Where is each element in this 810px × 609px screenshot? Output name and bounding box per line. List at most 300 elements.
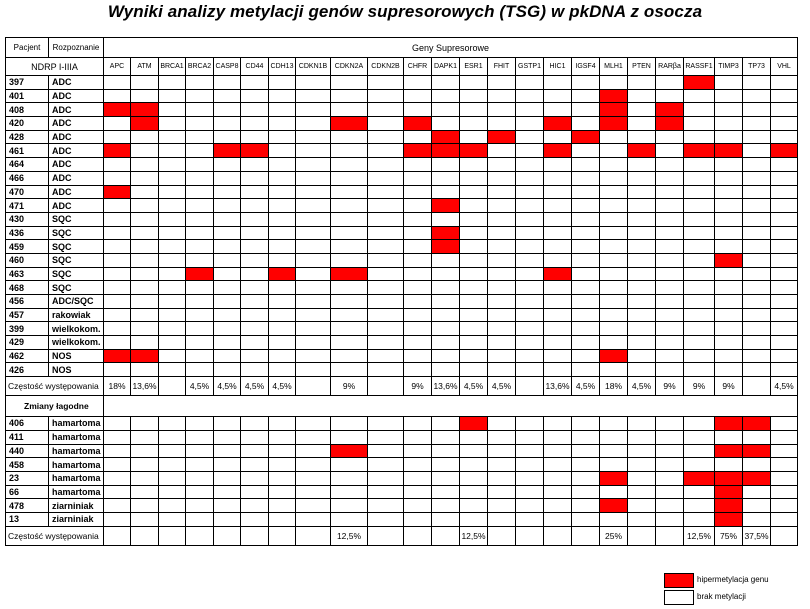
unmethylated-cell-pten [628,171,656,185]
unmethylated-cell-apc [104,458,131,472]
unmethylated-cell-chfr [404,253,432,267]
unmethylated-cell-rassf1 [684,417,715,431]
methylated-cell-dapk1 [432,199,460,213]
unmethylated-cell-mlh1 [600,336,628,350]
unmethylated-cell-chfr [404,76,432,90]
unmethylated-cell-chfr [404,89,432,103]
unmethylated-cell-gstp1 [516,253,544,267]
methylated-cell-rar-a [656,117,684,131]
unmethylated-cell-cdkn2a [331,349,368,363]
unmethylated-cell-gstp1 [516,89,544,103]
unmethylated-cell-gstp1 [516,226,544,240]
unmethylated-cell-cdkn2b [368,349,404,363]
unmethylated-cell-rassf1 [684,322,715,336]
patient-id: 397 [6,76,49,90]
methylated-cell-apc [104,349,131,363]
unmethylated-cell-dapk1 [432,308,460,322]
unmethylated-cell-cdh13 [269,185,296,199]
unmethylated-cell-fhit [488,281,516,295]
unmethylated-cell-atm [131,76,159,90]
unmethylated-cell-cdkn2b [368,240,404,254]
unmethylated-cell-atm [131,308,159,322]
table-row [6,444,798,458]
unmethylated-cell-pten [628,485,656,499]
methylated-cell-rassf1 [684,144,715,158]
unmethylated-cell-pten [628,295,656,309]
unmethylated-cell-atm [131,417,159,431]
frequency-cdh13 [269,526,296,545]
unmethylated-cell-chfr [404,444,432,458]
unmethylated-cell-cdkn1b [296,144,331,158]
unmethylated-cell-rar-a [656,471,684,485]
unmethylated-cell-brca1 [159,349,186,363]
unmethylated-cell-fhit [488,336,516,350]
unmethylated-cell-cdkn2b [368,226,404,240]
unmethylated-cell-mlh1 [600,240,628,254]
unmethylated-cell-casp8 [214,226,241,240]
unmethylated-cell-mlh1 [600,144,628,158]
unmethylated-cell-casp8 [214,512,241,526]
unmethylated-cell-casp8 [214,89,241,103]
unmethylated-cell-chfr [404,485,432,499]
unmethylated-cell-cdkn2b [368,212,404,226]
table-row [6,130,798,144]
unmethylated-cell-vhl [771,130,798,144]
unmethylated-cell-cdh13 [269,281,296,295]
patient-id: 13 [6,512,49,526]
unmethylated-cell-timp3 [715,240,743,254]
unmethylated-cell-tp73 [743,295,771,309]
unmethylated-cell-vhl [771,322,798,336]
methylated-cell-mlh1 [600,117,628,131]
unmethylated-cell-cdkn2b [368,417,404,431]
unmethylated-cell-cdkn2a [331,226,368,240]
unmethylated-cell-timp3 [715,89,743,103]
patient-id: 408 [6,103,49,117]
unmethylated-cell-brca1 [159,458,186,472]
unmethylated-cell-cdkn2a [331,144,368,158]
unmethylated-cell-mlh1 [600,253,628,267]
unmethylated-cell-dapk1 [432,267,460,281]
unmethylated-cell-igsf4 [572,499,600,513]
unmethylated-cell-rar-a [656,281,684,295]
unmethylated-cell-vhl [771,417,798,431]
unmethylated-cell-brca2 [186,89,214,103]
unmethylated-cell-brca2 [186,322,214,336]
methylated-cell-rar-a [656,103,684,117]
unmethylated-cell-cdh13 [269,308,296,322]
unmethylated-cell-dapk1 [432,349,460,363]
unmethylated-cell-chfr [404,471,432,485]
patient-id: 399 [6,322,49,336]
unmethylated-cell-tp73 [743,349,771,363]
unmethylated-cell-gstp1 [516,458,544,472]
unmethylated-cell-apc [104,295,131,309]
unmethylated-cell-rar-a [656,212,684,226]
legend-swatch-methylated [664,573,694,588]
unmethylated-cell-fhit [488,444,516,458]
unmethylated-cell-cd44 [241,103,269,117]
unmethylated-cell-cd44 [241,281,269,295]
unmethylated-cell-brca1 [159,281,186,295]
unmethylated-cell-brca1 [159,267,186,281]
unmethylated-cell-rassf1 [684,363,715,377]
table-row [6,499,798,513]
unmethylated-cell-timp3 [715,130,743,144]
unmethylated-cell-cdkn1b [296,471,331,485]
methylated-cell-hic1 [544,144,572,158]
frequency-cdh13: 4,5% [269,377,296,396]
unmethylated-cell-gstp1 [516,308,544,322]
unmethylated-cell-cdkn1b [296,458,331,472]
unmethylated-cell-pten [628,158,656,172]
unmethylated-cell-cdkn1b [296,158,331,172]
unmethylated-cell-cdkn2b [368,336,404,350]
unmethylated-cell-tp73 [743,485,771,499]
unmethylated-cell-fhit [488,144,516,158]
unmethylated-cell-brca1 [159,253,186,267]
unmethylated-cell-apc [104,199,131,213]
unmethylated-cell-rassf1 [684,336,715,350]
unmethylated-cell-mlh1 [600,130,628,144]
unmethylated-cell-dapk1 [432,212,460,226]
table-row [6,363,798,377]
methylated-cell-chfr [404,117,432,131]
unmethylated-cell-apc [104,212,131,226]
unmethylated-cell-cdkn2a [331,471,368,485]
unmethylated-cell-vhl [771,267,798,281]
unmethylated-cell-cdkn2a [331,76,368,90]
gene-header-dapk1: DAPK1 [432,58,460,76]
unmethylated-cell-cdkn2a [331,458,368,472]
unmethylated-cell-dapk1 [432,499,460,513]
unmethylated-cell-brca1 [159,471,186,485]
unmethylated-cell-cdkn1b [296,103,331,117]
unmethylated-cell-brca2 [186,349,214,363]
unmethylated-cell-pten [628,444,656,458]
table-row [6,336,798,350]
unmethylated-cell-pten [628,281,656,295]
table-row [6,117,798,131]
unmethylated-cell-esr1 [460,130,488,144]
unmethylated-cell-vhl [771,226,798,240]
unmethylated-cell-cdkn2b [368,185,404,199]
unmethylated-cell-rar-a [656,76,684,90]
unmethylated-cell-cd44 [241,363,269,377]
unmethylated-cell-tp73 [743,267,771,281]
unmethylated-cell-cdkn1b [296,295,331,309]
patient-id: 436 [6,226,49,240]
unmethylated-cell-atm [131,512,159,526]
unmethylated-cell-chfr [404,281,432,295]
table-row [6,485,798,499]
unmethylated-cell-gstp1 [516,281,544,295]
unmethylated-cell-vhl [771,281,798,295]
methylated-cell-apc [104,185,131,199]
unmethylated-cell-esr1 [460,295,488,309]
unmethylated-cell-hic1 [544,185,572,199]
unmethylated-cell-brca1 [159,171,186,185]
unmethylated-cell-mlh1 [600,199,628,213]
unmethylated-cell-fhit [488,363,516,377]
diagnosis: ADC [49,130,104,144]
unmethylated-cell-brca2 [186,76,214,90]
unmethylated-cell-gstp1 [516,267,544,281]
unmethylated-cell-hic1 [544,471,572,485]
unmethylated-cell-cdh13 [269,103,296,117]
unmethylated-cell-gstp1 [516,171,544,185]
unmethylated-cell-apc [104,130,131,144]
unmethylated-cell-apc [104,281,131,295]
unmethylated-cell-dapk1 [432,512,460,526]
diagnosis: hamartoma [49,430,104,444]
unmethylated-cell-atm [131,253,159,267]
unmethylated-cell-esr1 [460,349,488,363]
frequency-cdkn2a: 9% [331,377,368,396]
unmethylated-cell-cdkn2a [331,363,368,377]
unmethylated-cell-cdh13 [269,471,296,485]
unmethylated-cell-cdkn2a [331,499,368,513]
unmethylated-cell-dapk1 [432,185,460,199]
unmethylated-cell-brca2 [186,499,214,513]
unmethylated-cell-vhl [771,103,798,117]
unmethylated-cell-dapk1 [432,76,460,90]
unmethylated-cell-cdkn1b [296,76,331,90]
patient-id: 66 [6,485,49,499]
unmethylated-cell-mlh1 [600,295,628,309]
unmethylated-cell-brca2 [186,171,214,185]
unmethylated-cell-fhit [488,267,516,281]
unmethylated-cell-brca1 [159,485,186,499]
unmethylated-cell-cdh13 [269,444,296,458]
unmethylated-cell-cdkn2b [368,444,404,458]
unmethylated-cell-hic1 [544,430,572,444]
unmethylated-cell-rar-a [656,512,684,526]
methylated-cell-apc [104,144,131,158]
unmethylated-cell-casp8 [214,117,241,131]
unmethylated-cell-tp73 [743,158,771,172]
methylated-cell-esr1 [460,144,488,158]
unmethylated-cell-chfr [404,349,432,363]
table-row [6,322,798,336]
unmethylated-cell-casp8 [214,444,241,458]
unmethylated-cell-gstp1 [516,444,544,458]
unmethylated-cell-esr1 [460,336,488,350]
unmethylated-cell-rar-a [656,430,684,444]
unmethylated-cell-fhit [488,417,516,431]
unmethylated-cell-rassf1 [684,295,715,309]
unmethylated-cell-gstp1 [516,499,544,513]
unmethylated-cell-casp8 [214,158,241,172]
unmethylated-cell-brca2 [186,471,214,485]
methylated-cell-mlh1 [600,499,628,513]
unmethylated-cell-fhit [488,212,516,226]
unmethylated-cell-igsf4 [572,253,600,267]
diagnosis: ADC [49,144,104,158]
unmethylated-cell-chfr [404,336,432,350]
unmethylated-cell-apc [104,171,131,185]
frequency-label: Częstość występowania [6,526,104,545]
unmethylated-cell-apc [104,430,131,444]
unmethylated-cell-brca1 [159,308,186,322]
gene-header-hic1: HIC1 [544,58,572,76]
unmethylated-cell-apc [104,76,131,90]
unmethylated-cell-cdh13 [269,336,296,350]
unmethylated-cell-dapk1 [432,485,460,499]
unmethylated-cell-tp73 [743,130,771,144]
unmethylated-cell-cdkn2b [368,485,404,499]
unmethylated-cell-gstp1 [516,144,544,158]
unmethylated-cell-hic1 [544,281,572,295]
frequency-tp73 [743,377,771,396]
unmethylated-cell-brca2 [186,199,214,213]
unmethylated-cell-esr1 [460,444,488,458]
unmethylated-cell-brca2 [186,212,214,226]
table-row [6,171,798,185]
unmethylated-cell-chfr [404,512,432,526]
methylated-cell-hic1 [544,267,572,281]
unmethylated-cell-gstp1 [516,485,544,499]
methylated-cell-cdkn2a [331,444,368,458]
unmethylated-cell-rassf1 [684,103,715,117]
diagnosis: rakowiak [49,308,104,322]
unmethylated-cell-esr1 [460,512,488,526]
unmethylated-cell-cdkn2b [368,499,404,513]
unmethylated-cell-cdkn1b [296,240,331,254]
unmethylated-cell-hic1 [544,130,572,144]
unmethylated-cell-igsf4 [572,158,600,172]
unmethylated-cell-fhit [488,458,516,472]
unmethylated-cell-tp73 [743,199,771,213]
unmethylated-cell-dapk1 [432,103,460,117]
unmethylated-cell-tp73 [743,117,771,131]
unmethylated-cell-cd44 [241,485,269,499]
unmethylated-cell-rar-a [656,363,684,377]
unmethylated-cell-vhl [771,444,798,458]
unmethylated-cell-mlh1 [600,281,628,295]
frequency-apc [104,526,131,545]
unmethylated-cell-vhl [771,499,798,513]
unmethylated-cell-atm [131,499,159,513]
unmethylated-cell-cdkn2b [368,322,404,336]
unmethylated-cell-apc [104,512,131,526]
diagnosis: ADC [49,199,104,213]
methylated-cell-cdkn2a [331,117,368,131]
unmethylated-cell-cd44 [241,308,269,322]
table-row [6,308,798,322]
unmethylated-cell-fhit [488,349,516,363]
unmethylated-cell-chfr [404,158,432,172]
unmethylated-cell-rassf1 [684,240,715,254]
unmethylated-cell-cdkn2a [331,240,368,254]
unmethylated-cell-apc [104,322,131,336]
unmethylated-cell-chfr [404,240,432,254]
frequency-timp3: 75% [715,526,743,545]
unmethylated-cell-casp8 [214,295,241,309]
unmethylated-cell-esr1 [460,458,488,472]
unmethylated-cell-chfr [404,295,432,309]
patient-id: 466 [6,171,49,185]
unmethylated-cell-hic1 [544,171,572,185]
methylated-cell-timp3 [715,512,743,526]
unmethylated-cell-vhl [771,512,798,526]
unmethylated-cell-cdh13 [269,430,296,444]
unmethylated-cell-cdkn1b [296,267,331,281]
frequency-atm: 13,6% [131,377,159,396]
unmethylated-cell-cdkn2a [331,89,368,103]
patient-id: 462 [6,349,49,363]
unmethylated-cell-brca1 [159,130,186,144]
frequency-label: Częstość występowania [6,377,104,396]
unmethylated-cell-rar-a [656,267,684,281]
diagnosis: SQC [49,281,104,295]
unmethylated-cell-casp8 [214,458,241,472]
unmethylated-cell-igsf4 [572,308,600,322]
unmethylated-cell-cdkn1b [296,485,331,499]
unmethylated-cell-apc [104,336,131,350]
unmethylated-cell-atm [131,336,159,350]
unmethylated-cell-chfr [404,199,432,213]
table-row [6,430,798,444]
unmethylated-cell-rar-a [656,144,684,158]
unmethylated-cell-brca2 [186,117,214,131]
unmethylated-cell-casp8 [214,499,241,513]
unmethylated-cell-cdkn2b [368,253,404,267]
unmethylated-cell-atm [131,199,159,213]
frequency-cd44: 4,5% [241,377,269,396]
gene-header-atm: ATM [131,58,159,76]
unmethylated-cell-cdkn2b [368,158,404,172]
frequency-casp8 [214,526,241,545]
unmethylated-cell-cdkn1b [296,363,331,377]
unmethylated-cell-atm [131,295,159,309]
gene-header-tp73: TP73 [743,58,771,76]
unmethylated-cell-cd44 [241,240,269,254]
unmethylated-cell-cdkn1b [296,212,331,226]
unmethylated-cell-cdh13 [269,199,296,213]
unmethylated-cell-atm [131,130,159,144]
unmethylated-cell-chfr [404,130,432,144]
frequency-hic1: 13,6% [544,377,572,396]
frequency-vhl [771,526,798,545]
unmethylated-cell-cdkn1b [296,185,331,199]
unmethylated-cell-gstp1 [516,130,544,144]
unmethylated-cell-cdh13 [269,253,296,267]
frequency-igsf4: 4,5% [572,377,600,396]
diagnosis: hamartoma [49,417,104,431]
unmethylated-cell-dapk1 [432,444,460,458]
unmethylated-cell-mlh1 [600,430,628,444]
unmethylated-cell-esr1 [460,117,488,131]
unmethylated-cell-vhl [771,349,798,363]
unmethylated-cell-cdkn2a [331,417,368,431]
diagnosis: ADC [49,103,104,117]
unmethylated-cell-vhl [771,485,798,499]
unmethylated-cell-pten [628,130,656,144]
unmethylated-cell-atm [131,185,159,199]
unmethylated-cell-brca2 [186,185,214,199]
unmethylated-cell-casp8 [214,267,241,281]
unmethylated-cell-brca1 [159,76,186,90]
unmethylated-cell-vhl [771,363,798,377]
unmethylated-cell-casp8 [214,185,241,199]
unmethylated-cell-cd44 [241,226,269,240]
unmethylated-cell-atm [131,444,159,458]
unmethylated-cell-rar-a [656,171,684,185]
frequency-chfr: 9% [404,377,432,396]
patient-id: 23 [6,471,49,485]
unmethylated-cell-rar-a [656,199,684,213]
